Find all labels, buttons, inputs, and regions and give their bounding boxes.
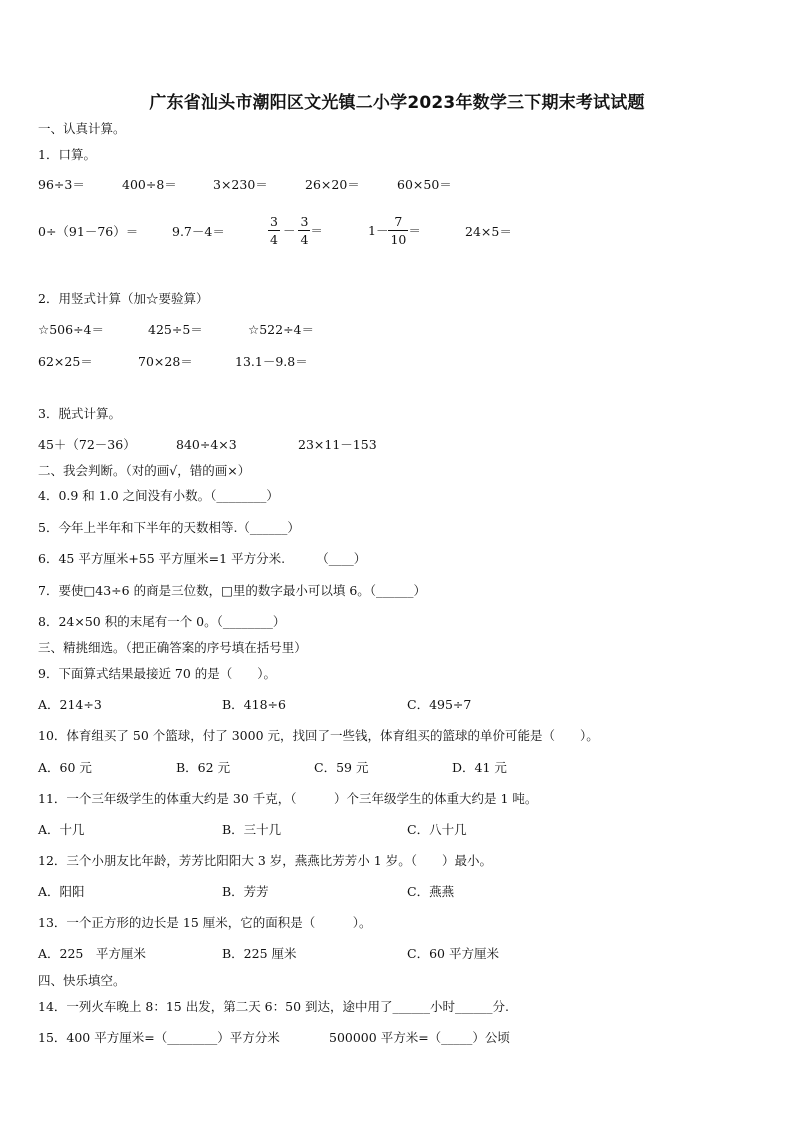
question-15-part-b: 500000 平方米=（_____）公顷 <box>329 1030 510 1045</box>
section-3-heading: 三、精挑细选。（把正确答案的序号填在括号里） <box>38 640 307 655</box>
question-11-option-a: A．十几 <box>38 822 85 837</box>
question-6: 6．45 平方厘米+55 平方厘米=1 平方分米. （____） <box>38 551 367 566</box>
question-8: 8．24×50 积的末尾有一个 0。（________） <box>38 614 286 629</box>
question-12-stem: 12．三个小朋友比年龄，芳芳比阳阳大 3 岁，燕燕比芳芳小 1 岁。（ ）最小。 <box>38 853 492 868</box>
vertical-calc-5: 70×28＝ <box>138 354 193 369</box>
stepwise-calc-1: 45＋（72－36） <box>38 437 136 452</box>
oral-calc-4: 26×20＝ <box>305 177 360 192</box>
fraction-3-denominator: 10 <box>390 232 407 247</box>
question-13-option-b: B．225 厘米 <box>222 946 297 961</box>
oral-calc-3: 3×230＝ <box>213 177 268 192</box>
question-14: 14．一列火车晚上 8：15 出发，第二天 6：50 到达，途中用了______小时______分. <box>38 999 509 1014</box>
section-2-heading: 二、我会判断。（对的画√，错的画×） <box>38 463 251 478</box>
vertical-calc-6: 13.1－9.8＝ <box>235 354 308 369</box>
oral-calc-8-fraction-subtraction <box>268 213 323 248</box>
question-7: 7．要使□43÷6 的商是三位数，□里的数字最小可以填 6。（______） <box>38 583 427 598</box>
stepwise-calc-2: 840÷4×3 <box>176 437 237 452</box>
question-12-option-c: C．燕燕 <box>407 884 455 899</box>
question-9-option-b: B．418÷6 <box>222 697 286 712</box>
section-4-heading: 四、快乐填空。 <box>38 973 126 988</box>
question-10-option-c: C．59 元 <box>314 760 369 775</box>
vertical-calc-4: 62×25＝ <box>38 354 93 369</box>
vertical-calc-3: ☆522÷4＝ <box>248 322 314 337</box>
fraction-3 <box>388 213 408 248</box>
equals-sign: ＝ <box>408 222 421 238</box>
question-10-option-b: B．62 元 <box>176 760 231 775</box>
section-1-heading: 一、认真计算。 <box>38 121 126 136</box>
question-12-option-a: A．阳阳 <box>38 884 85 899</box>
question-11-option-b: B．三十几 <box>222 822 282 837</box>
oral-calc-9-fraction <box>368 213 421 248</box>
one-minus: 1－ <box>368 222 389 238</box>
stepwise-calc-3: 23×11－153 <box>298 437 377 452</box>
fraction-1-denominator: 4 <box>270 232 278 247</box>
oral-calc-10: 24×5＝ <box>465 224 512 239</box>
question-10-stem: 10．体育组买了 50 个篮球，付了 3000 元，找回了一些钱，体育组买的篮球的单价可能是（ ）。 <box>38 728 599 743</box>
question-3-label: 3．脱式计算。 <box>38 406 121 421</box>
question-10-option-d: D．41 元 <box>452 760 507 775</box>
question-13-option-c: C．60 平方厘米 <box>407 946 499 961</box>
equals-sign: ＝ <box>310 222 323 238</box>
question-11-option-c: C．八十几 <box>407 822 467 837</box>
vertical-calc-1: ☆506÷4＝ <box>38 322 104 337</box>
question-13-option-a: A．225 平方厘米 <box>38 946 146 961</box>
minus-sign: － <box>282 222 296 238</box>
fraction-1 <box>268 213 280 248</box>
oral-calc-6: 0÷（91－76）＝ <box>38 224 139 239</box>
question-12-option-b: B．芳芳 <box>222 884 269 899</box>
oral-calc-1: 96÷3＝ <box>38 177 85 192</box>
oral-calc-5: 60×50＝ <box>397 177 452 192</box>
oral-calc-2: 400÷8＝ <box>122 177 177 192</box>
question-11-stem: 11．一个三年级学生的体重大约是 30 千克，（ ）个三年级学生的体重大约是 1 吨。 <box>38 791 538 806</box>
vertical-calc-2: 425÷5＝ <box>148 322 203 337</box>
question-4: 4．0.9 和 1.0 之间没有小数。（________） <box>38 488 279 503</box>
question-2-label: 2．用竖式计算（加☆要验算） <box>38 291 209 306</box>
fraction-2-numerator: 3 <box>300 214 309 229</box>
page-title: 广东省汕头市潮阳区文光镇二小学2023年数学三下期末考试试题 <box>149 93 645 113</box>
question-9-option-a: A．214÷3 <box>38 697 102 712</box>
fraction-2 <box>298 213 310 248</box>
fraction-3-numerator: 7 <box>394 214 403 229</box>
fraction-1-numerator: 3 <box>270 214 278 229</box>
fraction-2-denominator: 4 <box>300 232 309 247</box>
question-13-stem: 13．一个正方形的边长是 15 厘米，它的面积是（ ）。 <box>38 915 372 930</box>
question-9-option-c: C．495÷7 <box>407 697 472 712</box>
question-5: 5．今年上半年和下半年的天数相等.（______） <box>38 520 300 535</box>
question-1-label: 1．口算。 <box>38 147 96 162</box>
question-15-part-a: 15．400 平方厘米=（________）平方分米 <box>38 1030 280 1045</box>
oral-calc-7: 9.7－4＝ <box>172 224 225 239</box>
question-10-option-a: A．60 元 <box>38 760 92 775</box>
question-9-stem: 9．下面算式结果最接近 70 的是（ ）。 <box>38 666 277 681</box>
